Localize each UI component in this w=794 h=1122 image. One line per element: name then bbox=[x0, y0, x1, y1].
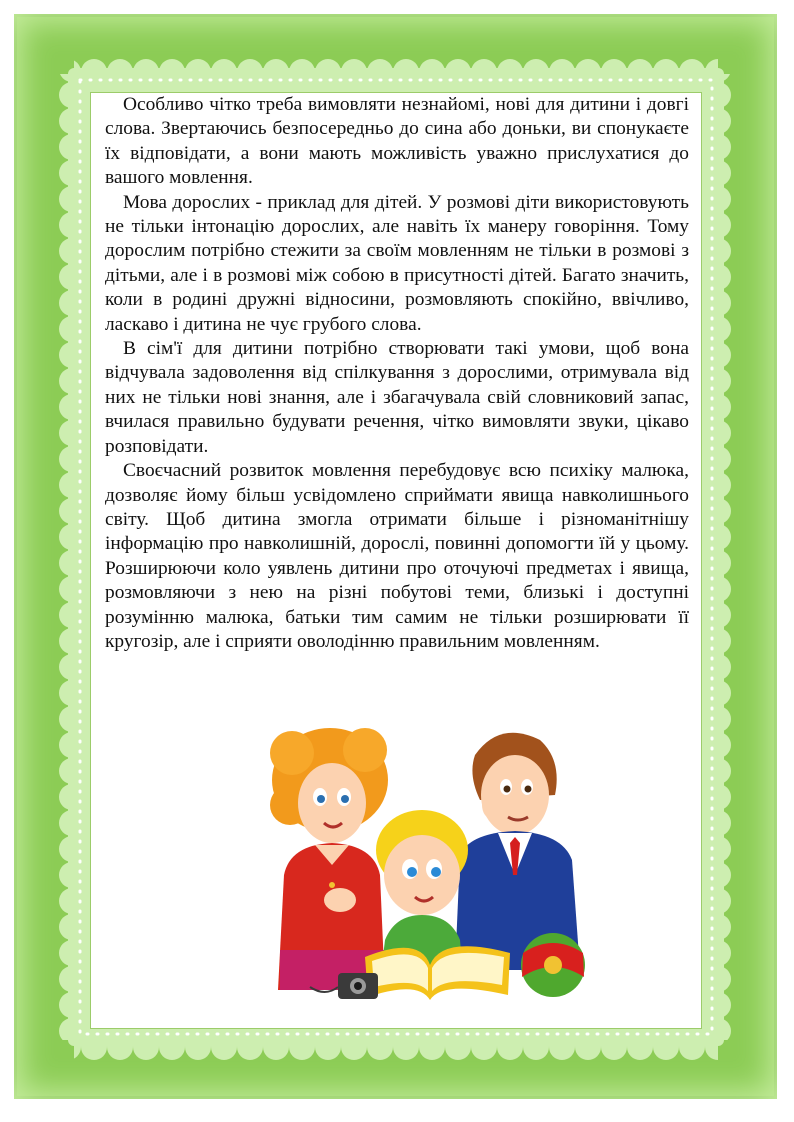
family-reading-illustration bbox=[270, 725, 590, 1010]
paragraph-4: Своєчасний розвиток мовлення перебудовує всю психіку малюка, дозволяє йому більш усвідомлено сприймати явища навколишнього світу. Щоб дитина змогла отримати більше і різноманітнішу інформацію про навколишній, дорослі, повинні допомогти їй у цьому. Розширюючи коло уявлень дитини про оточуючі предметах і явища, розмовляючи з нею на різні побутові теми, близькі і доступні розумінню малюка, батьки тим самим не тільки розширювати її кругозір, але і сприяти оволодінню правильним мовленням. bbox=[105, 460, 689, 652]
article-body bbox=[105, 93, 689, 654]
mother-figure bbox=[270, 728, 388, 990]
paragraph-3: В сім'ї для дитини потрібно створювати такі умови, щоб вона відчувала задоволення від спілкування з дорослими, отримувала від них не тільки нові знання, але і збагачувала свій словниковий запас, вчилася правильно будувати речення, чітко вимовляти звуки, цікаво розповідати. bbox=[105, 338, 689, 457]
ball bbox=[521, 933, 585, 997]
paragraph-1: Особливо чітко треба вимовляти незнайомі, нові для дитини і довгі слова. Звертаючись безпосередньо до сина або доньки, ви спонукаєте їх відповідати, а вони мають можливість уважно прислухатися до вашого мовлення. bbox=[105, 94, 689, 189]
boy-figure bbox=[376, 810, 468, 965]
paragraph-2: Мова дорослих - приклад для дітей. У розмові діти використовують не тільки інтонацію дорослих, але навіть їх манеру говоріння. Тому дорослим потрібно стежити за своїм мовленням не тільки в розмові з дітьми, але і в розмові між собою в присутності дітей. Багато значить, коли в родині дружні відносини, розмовляють спокійно, ввічливо, ласкаво і дитина не чує грубого слова. bbox=[105, 191, 689, 335]
